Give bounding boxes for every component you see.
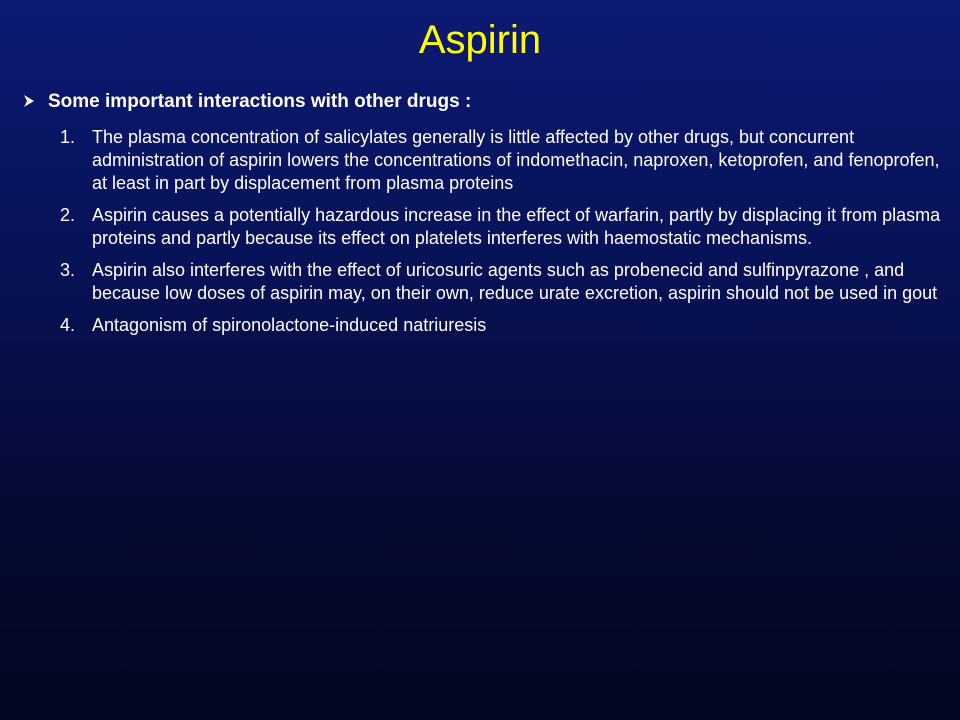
section-heading [22, 89, 942, 115]
interaction-list [60, 126, 945, 346]
arrow-bullet-glyph [22, 94, 36, 108]
list-item-number: 1. [60, 127, 76, 147]
list-item [60, 314, 945, 337]
list-item-number: 2. [60, 205, 76, 225]
list-item-text: Aspirin causes a potentially hazardous increase in the effect of warfarin, partly by displacing it from plasma proteins and partly because its effect on platelets interferes with haemostatic mechanisms. [92, 205, 941, 248]
list-item-number: 4. [60, 315, 76, 335]
list-item [60, 204, 945, 250]
list-item [60, 126, 945, 195]
list-item-text: The plasma concentration of salicylates generally is little affected by other drugs, but concurrent administration of aspirin lowers the concentrations of indomethacin, naproxen, ketoprofen, and fenoprofen, at least in part by displacement from plasma proteins [92, 127, 940, 193]
list-item [60, 259, 945, 305]
section-heading-text: Some important interactions with other drugs : [48, 91, 472, 112]
list-item-text: Antagonism of spironolactone-induced natriuresis [92, 315, 487, 335]
arrow-bullet-icon [22, 89, 48, 115]
list-item-number: 3. [60, 260, 76, 280]
list-item-text: Aspirin also interferes with the effect of uricosuric agents such as probenecid and sulfinpyrazone , and because low doses of aspirin may, on their own, reduce urate excretion, aspirin should not be used in gout [92, 260, 938, 303]
slide-title: Aspirin [418, 18, 542, 62]
